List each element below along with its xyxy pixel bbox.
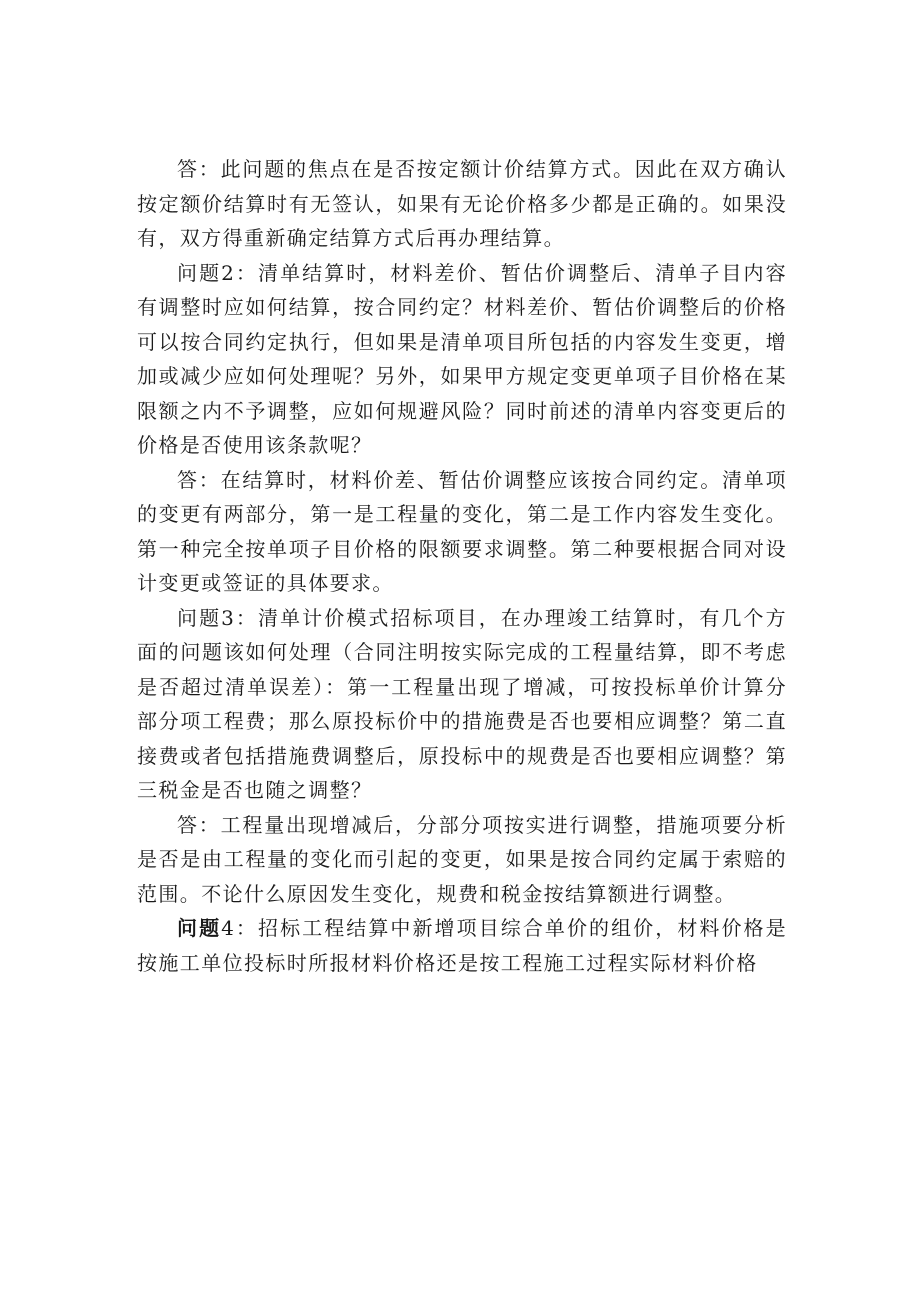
paragraph-question-2	[137, 256, 787, 463]
paragraph-label: 问题	[177, 916, 222, 940]
paragraph-question-3	[137, 601, 787, 808]
paragraph-answer-2	[137, 463, 787, 601]
paragraph-text: 答：此问题的焦点在是否按定额计价结算方式。因此在双方确认按定额价结算时有无签认，如果有无论价格多少都是正确的。如果没有，双方得重新确定结算方式后再办理结算。	[137, 157, 787, 250]
paragraph-answer-3	[137, 808, 787, 912]
paragraph-text: 答：在结算时，材料价差、暂估价调整应该按合同约定。清单项的变更有两部分，第一是工程量的变化，第二是工作内容发生变化。第一种完全按单项子目价格的限额要求调整。第二种要根据合同对设计变更或签证的具体要求。	[137, 467, 787, 595]
paragraph-text: 4：招标工程结算中新增项目综合单价的组价，材料价格是按施工单位投标时所报材料价格还是按工程施工过程实际材料价格	[137, 916, 787, 975]
document-body	[137, 152, 787, 980]
paragraph-question-4	[137, 911, 787, 980]
paragraph-text: 问题2：清单结算时，材料差价、暂估价调整后、清单子目内容有调整时应如何结算，按合同约定？材料差价、暂估价调整后的价格可以按合同约定执行，但如果是清单项目所包括的内容发生变更，增加或减少应如何处理呢？另外，如果甲方规定变更单项子目价格在某限额之内不予调整，应如何规避风险？同时前述的清单内容变更后的价格是否使用该条款呢？	[137, 260, 787, 457]
paragraph-text: 答：工程量出现增减后，分部分项按实进行调整，措施项要分析是否是由工程量的变化而引起的变更，如果是按合同约定属于索赔的范围。不论什么原因发生变化，规费和税金按结算额进行调整。	[137, 812, 787, 906]
paragraph-text: 问题3：清单计价模式招标项目，在办理竣工结算时，有几个方面的问题该如何处理（合同注明按实际完成的工程量结算，即不考虑是否超过清单误差）：第一工程量出现了增减，可按投标单价计算分部分项工程费；那么原投标价中的措施费是否也要相应调整？第二直接费或者包括措施费调整后，原投标中的规费是否也要相应调整？第三税金是否也随之调整？	[137, 605, 787, 802]
paragraph-answer-1	[137, 152, 787, 256]
